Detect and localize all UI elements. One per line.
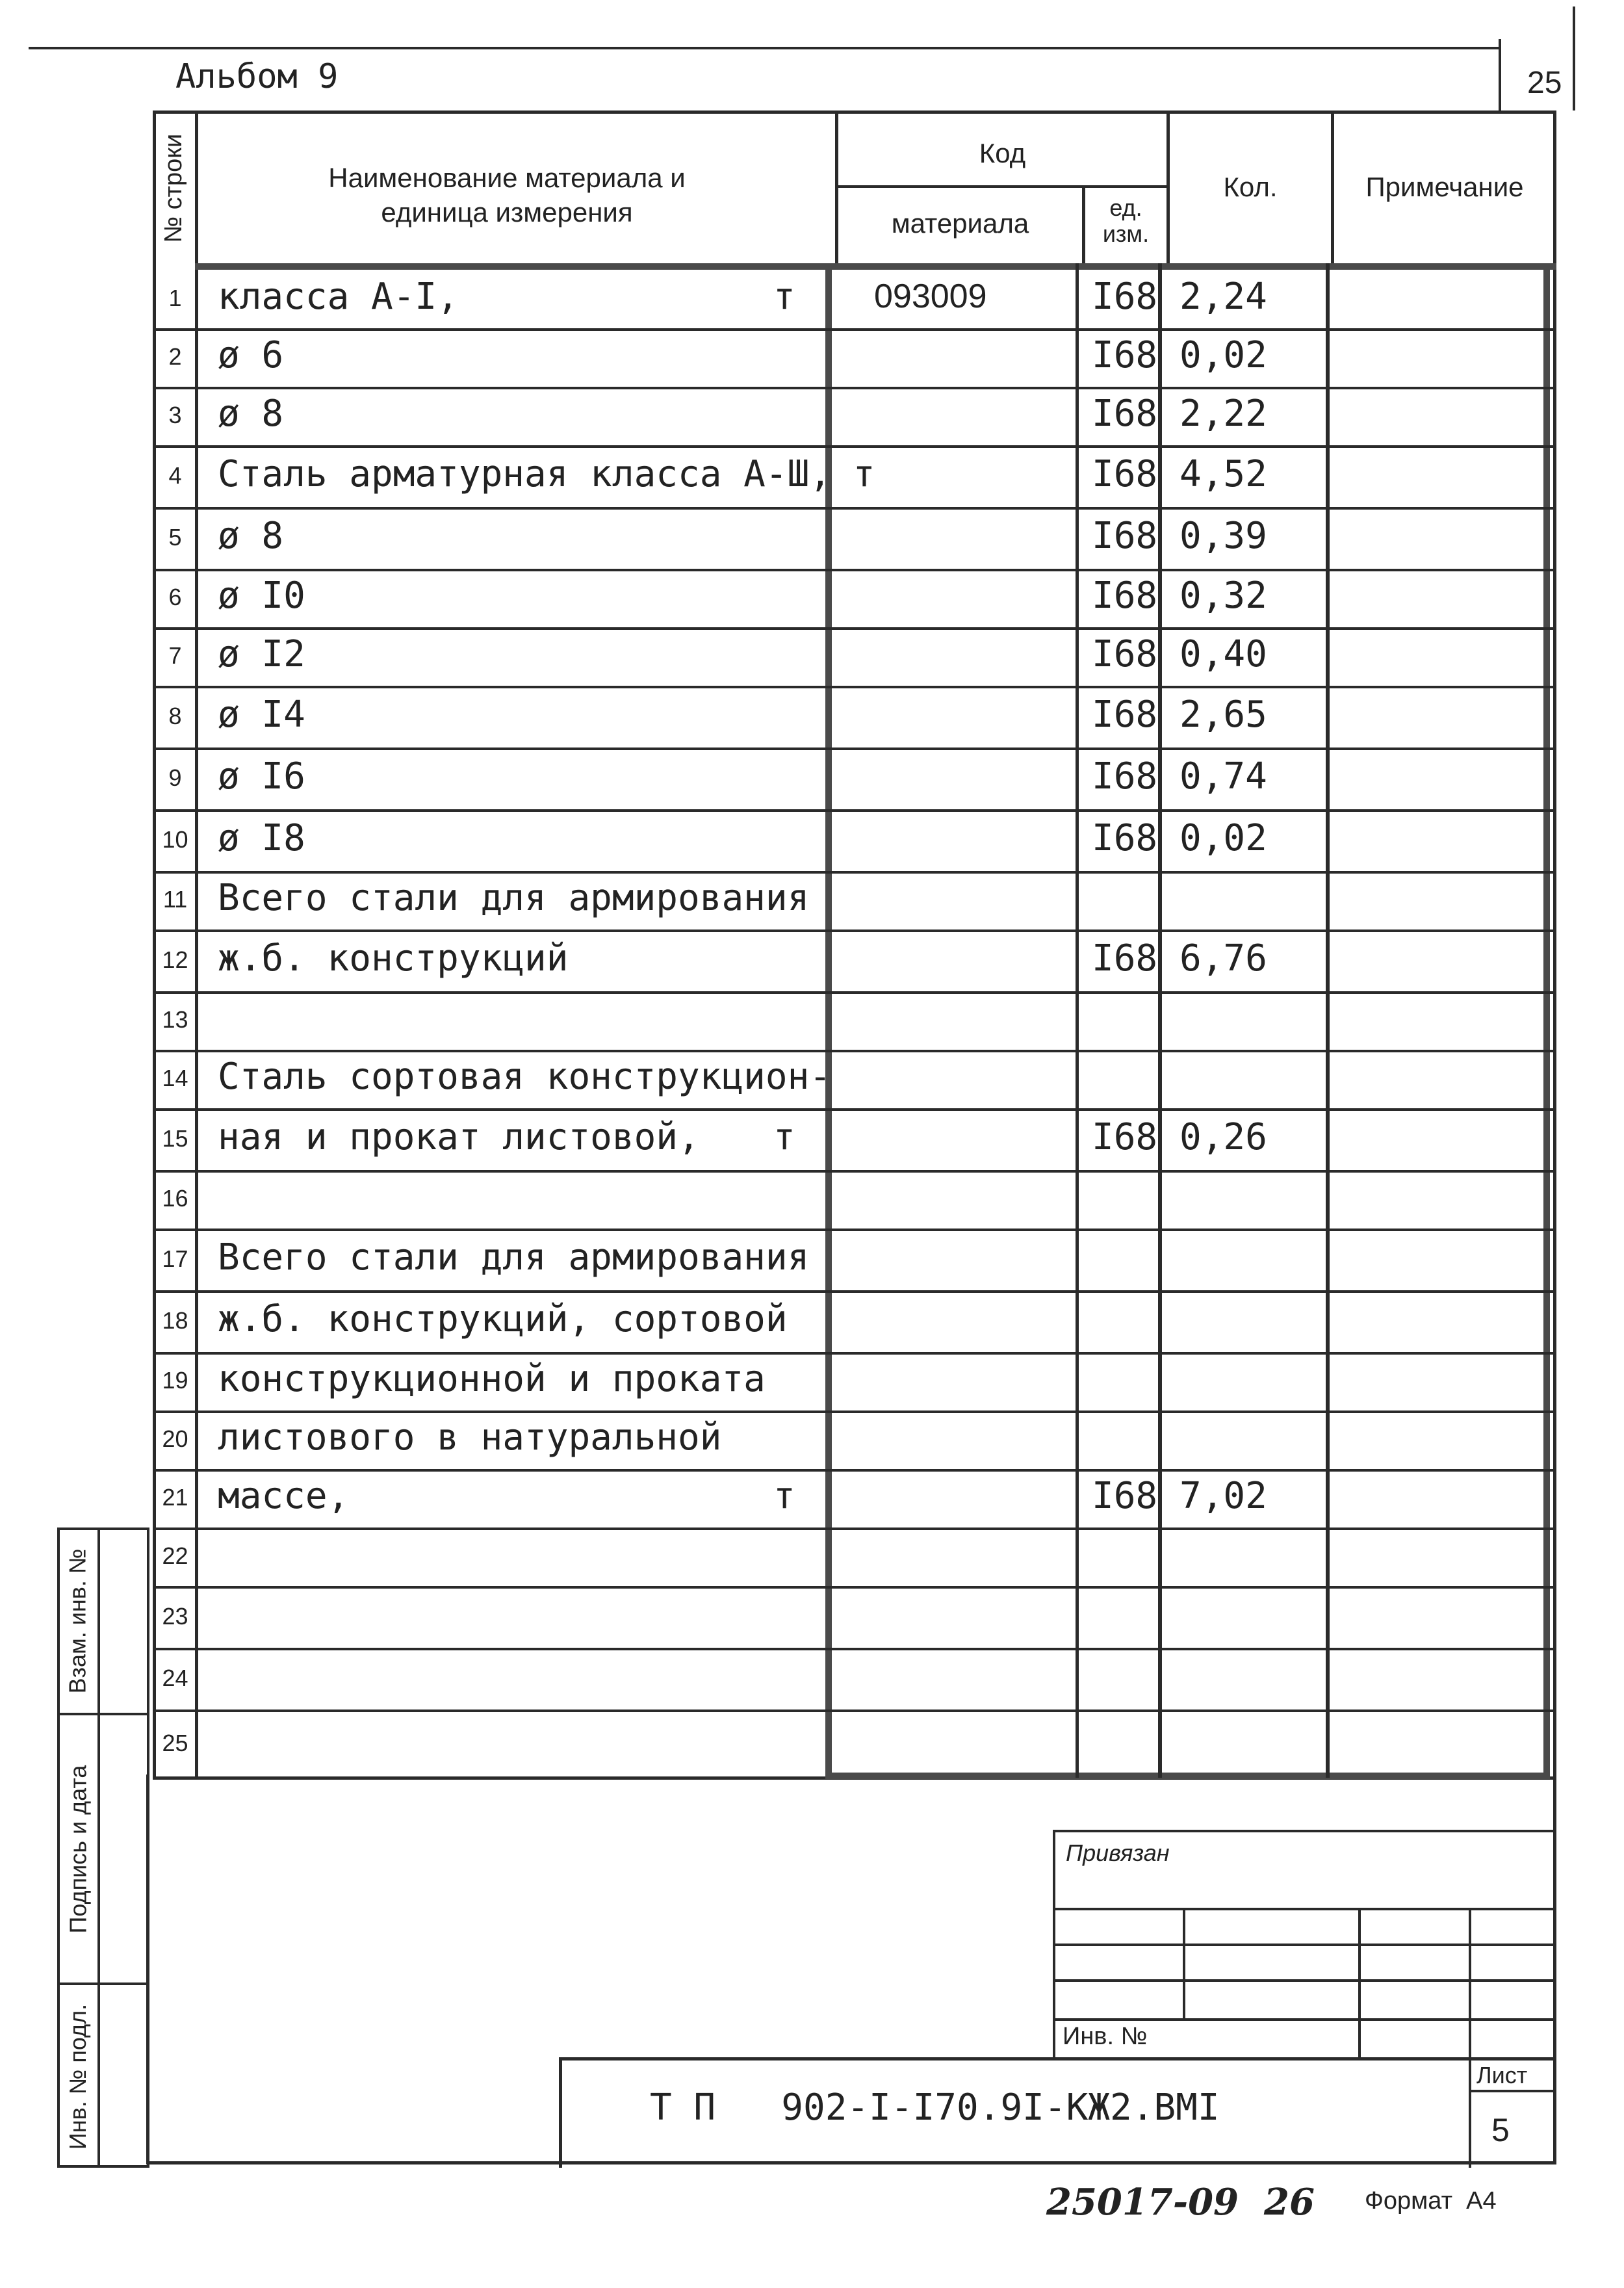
privyazan-label: Привязан — [1066, 1840, 1170, 1866]
row-name: класса А-I, — [218, 276, 459, 318]
row-unit-code: I68 — [1092, 453, 1158, 495]
table-row — [162, 1410, 1553, 1469]
table-row — [162, 1528, 1553, 1586]
table-row — [162, 1352, 1553, 1410]
handwritten-number: 25017-09 26 — [1046, 2181, 1315, 2224]
row-name: Сталь арматурная класса А-Ш, т — [218, 453, 875, 495]
row-number: 9 — [168, 764, 182, 791]
row-name: Всего стали для армирования — [218, 1236, 810, 1279]
row-quantity: 4,52 — [1179, 453, 1267, 495]
row-name: ø I6 — [218, 755, 305, 798]
row-number: 6 — [168, 584, 182, 610]
row-number: 5 — [168, 524, 182, 551]
row-unit-code: I68 — [1092, 393, 1158, 435]
table-row — [162, 1290, 1553, 1352]
header-note: Примечание — [1365, 172, 1524, 202]
header-name: Наименование материала и единица измерения — [328, 162, 686, 228]
row-quantity: 2,22 — [1179, 393, 1267, 435]
row-unit-code: I68 — [1092, 1475, 1158, 1517]
row-number: 20 — [162, 1425, 188, 1452]
row-name-unit: т — [773, 276, 795, 318]
inv-no-label: Инв. № — [1063, 2023, 1148, 2050]
row-quantity: 0,02 — [1179, 817, 1267, 859]
row-name: ж.б. конструкций, сортовой — [218, 1298, 788, 1340]
list-number: 5 — [1491, 2112, 1510, 2148]
row-quantity: 2,24 — [1179, 276, 1267, 318]
row-name-unit: т — [773, 1116, 795, 1158]
row-number: 4 — [168, 462, 182, 489]
row-unit-code: I68 — [1092, 575, 1158, 617]
row-unit-code: I68 — [1092, 1116, 1158, 1158]
table-row — [162, 871, 1553, 930]
row-name: ø I2 — [218, 633, 305, 675]
row-material-code: 093009 — [874, 278, 987, 315]
label-inv-podl: Инв. № подл. — [64, 2003, 91, 2150]
document-code: Т П 902-I-I70.9I-КЖ2.ВМI — [650, 2086, 1220, 2129]
label-podpis-data: Подпись и дата — [64, 1765, 91, 1934]
row-unit-code: I68 — [1092, 694, 1158, 736]
row-number: 23 — [162, 1603, 188, 1630]
row-name: Сталь сортовая конструкцион- — [218, 1056, 832, 1098]
row-number: 24 — [162, 1665, 188, 1691]
row-quantity: 0,74 — [1179, 755, 1267, 798]
table-row — [162, 1108, 1553, 1170]
table-row — [162, 1170, 1553, 1228]
row-name: ø I0 — [218, 575, 305, 617]
table-row — [168, 387, 1553, 445]
row-unit-code: I68 — [1092, 334, 1158, 376]
row-unit-code: I68 — [1092, 817, 1158, 859]
table-row — [168, 328, 1553, 387]
table-row — [162, 809, 1553, 871]
row-number: 1 — [168, 285, 182, 311]
album-label: Альбом 9 — [175, 57, 339, 96]
row-name: ø 8 — [218, 515, 284, 557]
row-name: листового в натуральной — [218, 1416, 722, 1459]
row-name: ø 6 — [218, 334, 284, 376]
row-number: 10 — [162, 826, 188, 853]
table-row — [162, 1710, 1553, 1778]
row-number: 19 — [162, 1367, 188, 1394]
row-number: 17 — [162, 1245, 188, 1272]
header-unit: ед. изм. — [1102, 194, 1150, 247]
row-name: ø 8 — [218, 393, 284, 435]
row-unit-code: I68 — [1092, 755, 1158, 798]
table-row — [162, 1586, 1553, 1648]
row-quantity: 0,32 — [1179, 575, 1267, 617]
row-number: 25 — [162, 1730, 188, 1756]
table-row — [168, 270, 1553, 328]
row-unit-code: I68 — [1092, 276, 1158, 318]
row-quantity: 7,02 — [1179, 1475, 1267, 1517]
table-row — [168, 686, 1553, 748]
row-unit-code: I68 — [1092, 515, 1158, 557]
row-name: ная и прокат листовой, — [218, 1116, 700, 1158]
row-number: 18 — [162, 1307, 188, 1334]
row-name: конструкционной и проката — [218, 1358, 766, 1400]
table-row — [168, 445, 1553, 507]
row-quantity: 0,26 — [1179, 1116, 1267, 1158]
row-quantity: 0,39 — [1179, 515, 1267, 557]
table-row — [162, 1050, 1553, 1108]
row-unit-code: I68 — [1092, 633, 1158, 675]
row-name: Всего стали для армирования — [218, 877, 810, 919]
row-number: 11 — [162, 886, 188, 913]
row-quantity: 2,65 — [1179, 694, 1267, 736]
row-name: ж.б. конструкций — [218, 937, 569, 980]
page-number-top: 25 — [1527, 66, 1562, 100]
list-label: Лист — [1476, 2062, 1528, 2088]
row-name: ø I8 — [218, 817, 305, 859]
format-label: Формат А4 — [1365, 2187, 1497, 2215]
row-number: 16 — [162, 1185, 188, 1212]
row-name-unit: т — [773, 1475, 795, 1517]
row-number: 7 — [168, 642, 182, 669]
table-row — [168, 569, 1553, 627]
row-name: массе, — [218, 1475, 350, 1517]
header-material: материала — [891, 208, 1029, 239]
table-row — [168, 627, 1553, 686]
table-row — [162, 1648, 1553, 1710]
row-name: ø I4 — [218, 694, 305, 736]
row-number: 12 — [162, 946, 188, 973]
table-row — [162, 1469, 1553, 1528]
row-number: 3 — [168, 402, 182, 428]
row-number: 13 — [162, 1006, 188, 1033]
row-unit-code: I68 — [1092, 937, 1158, 980]
row-number: 2 — [168, 343, 182, 370]
table-row — [168, 507, 1553, 569]
row-number: 15 — [162, 1125, 188, 1152]
header-code: Код — [979, 138, 1026, 168]
table-row — [168, 748, 1553, 809]
header-row-no: № строки — [160, 134, 188, 243]
table-row — [162, 930, 1553, 991]
row-number: 21 — [162, 1484, 188, 1511]
table-row — [162, 1228, 1553, 1290]
row-quantity: 0,02 — [1179, 334, 1267, 376]
row-number: 22 — [162, 1542, 188, 1569]
row-quantity: 0,40 — [1179, 633, 1267, 675]
label-vzam-inv: Взам. инв. № — [64, 1548, 91, 1694]
row-number: 14 — [162, 1065, 188, 1091]
table-row — [162, 991, 1553, 1050]
row-quantity: 6,76 — [1179, 937, 1267, 980]
header-qty: Кол. — [1223, 172, 1278, 202]
row-number: 8 — [168, 703, 182, 729]
